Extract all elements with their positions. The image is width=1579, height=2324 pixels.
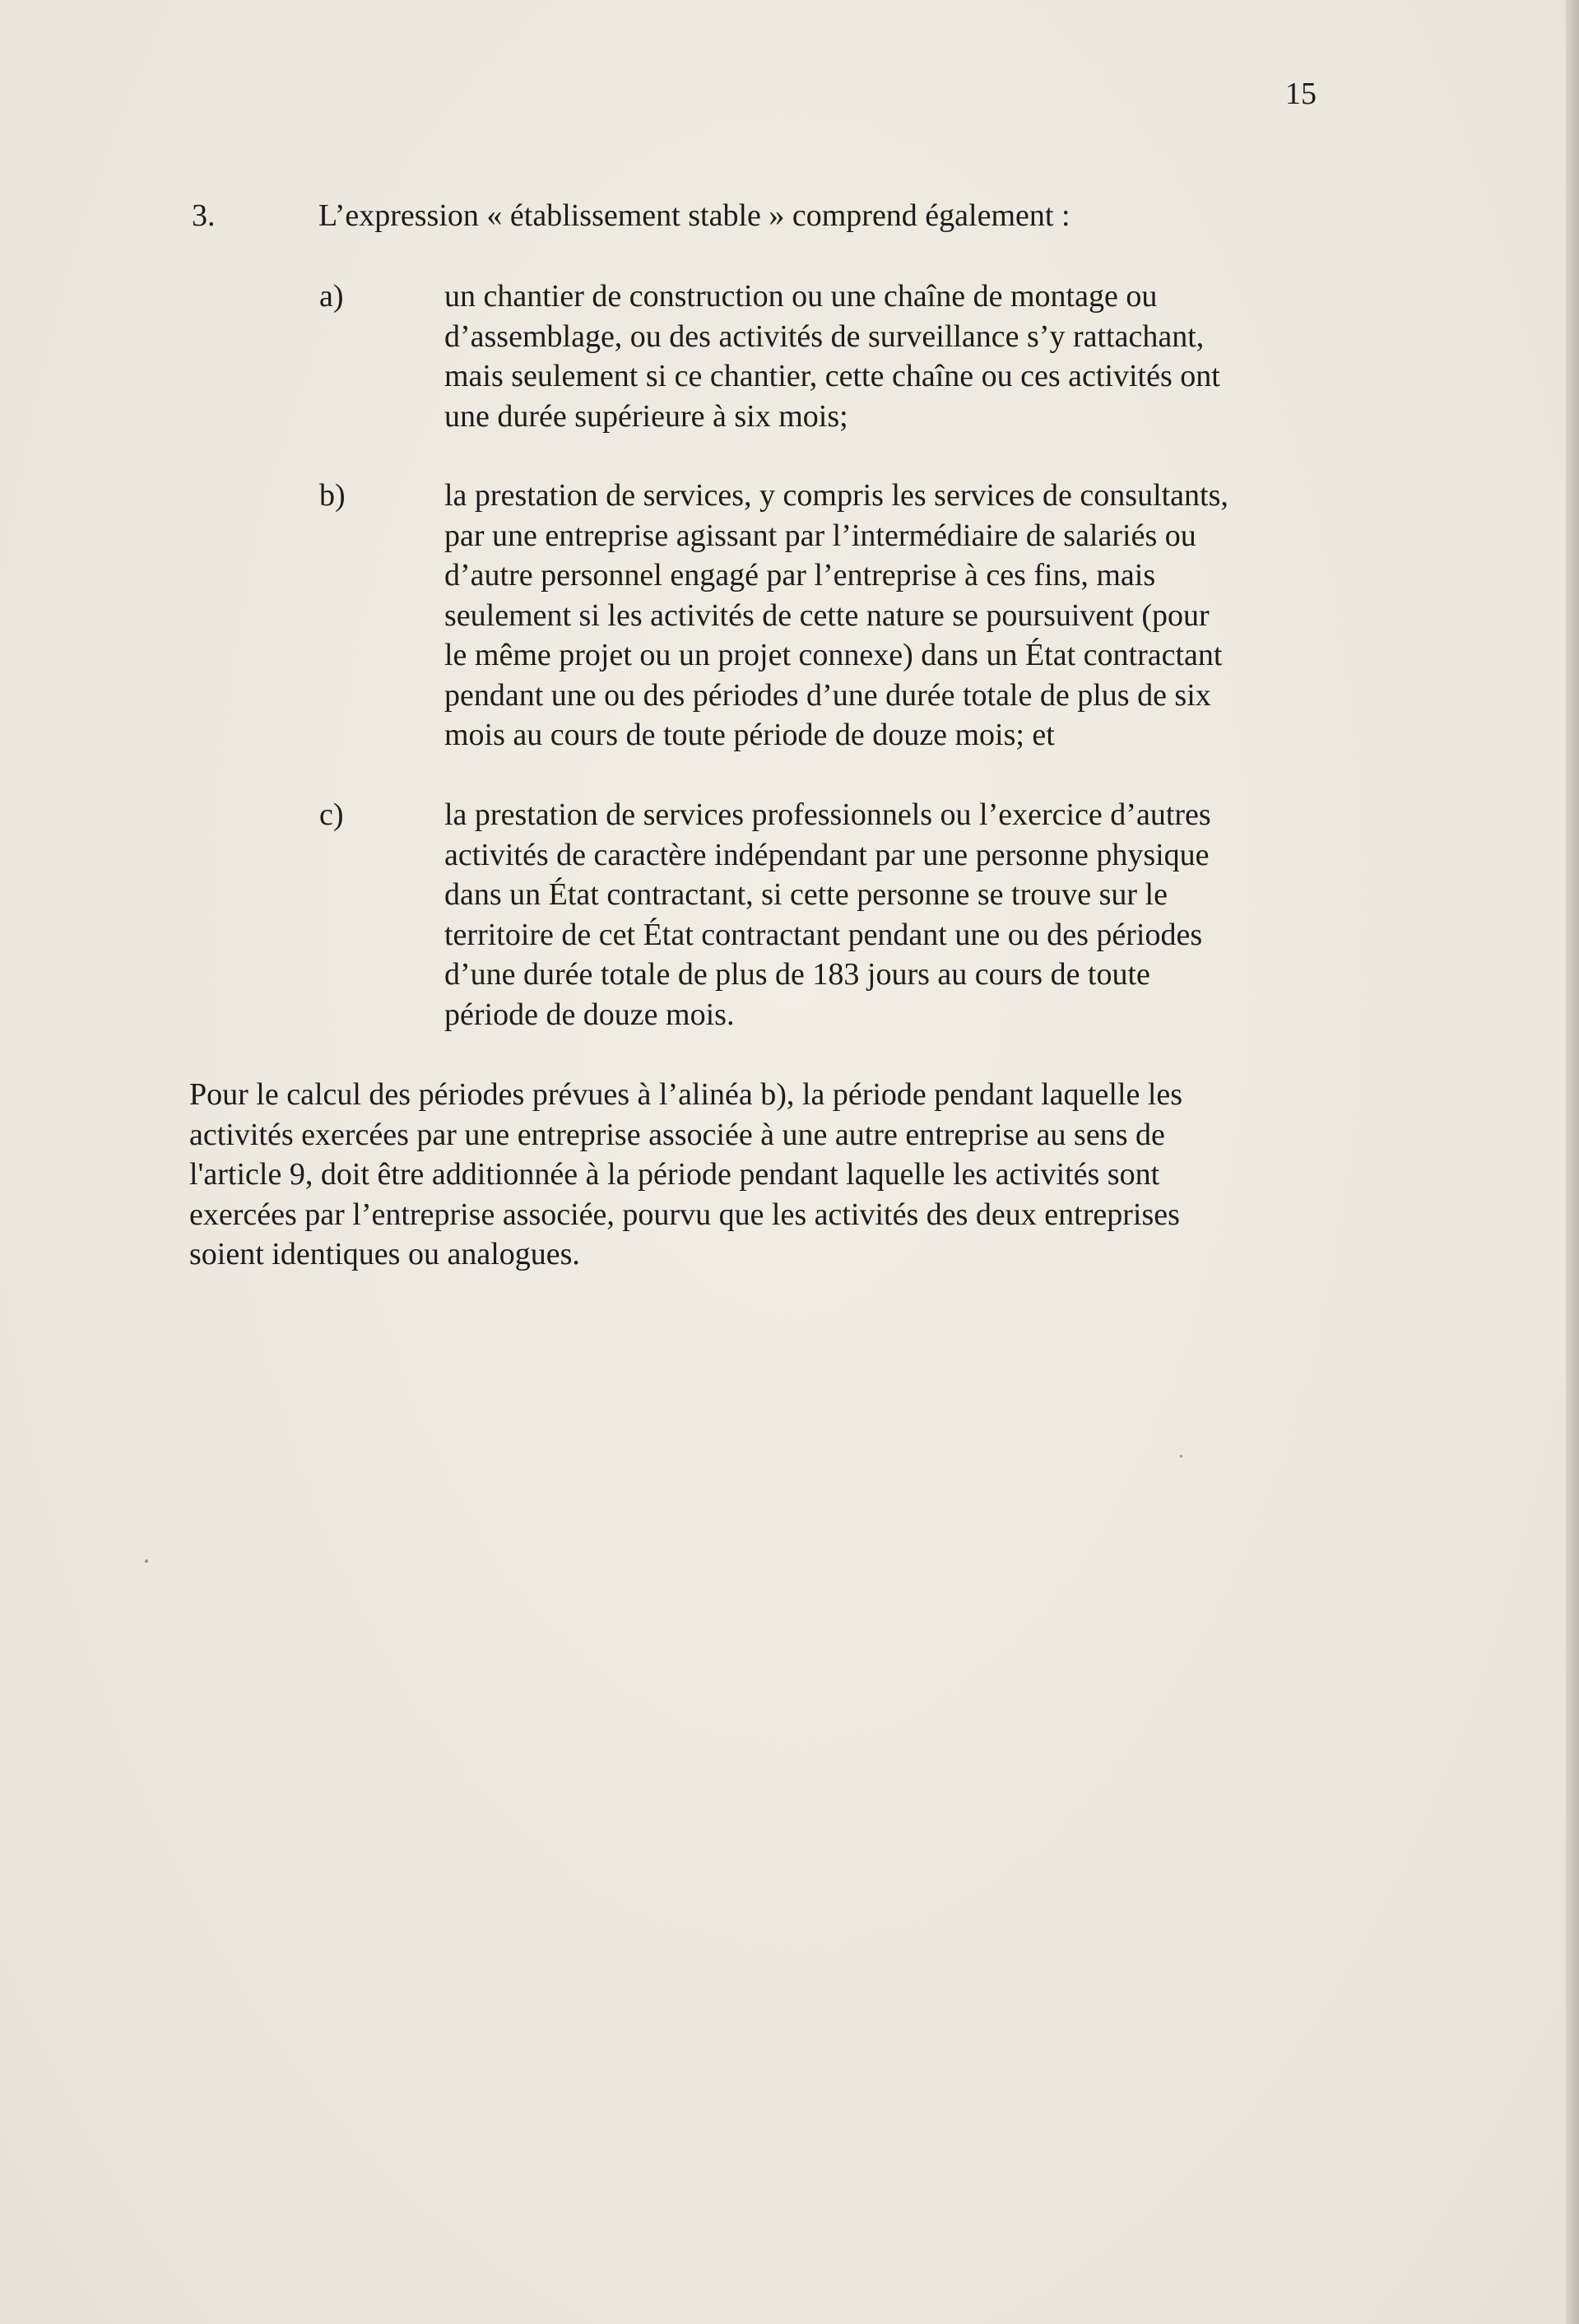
paper-speck [1180, 1455, 1182, 1457]
item-marker-b: b) [319, 478, 346, 513]
item-marker-a: a) [319, 279, 344, 314]
text-line: pendant une ou des périodes d’une durée totale de plus de six [444, 677, 1211, 713]
text-line: activités exercées par une entreprise associée à une autre entreprise au sens de [189, 1117, 1165, 1152]
text-line: d’assemblage, ou des activités de surveillance s’y rattachant, [444, 318, 1205, 354]
text-line: d’une durée totale de plus de 183 jours au cours de toute [444, 957, 1150, 992]
article-number: 3. [192, 198, 216, 233]
text-line: mois au cours de toute période de douze mois; et [444, 718, 1055, 752]
item-text-b [444, 476, 1228, 755]
page-number: 15 [1285, 77, 1317, 111]
text-line: période de douze mois. [444, 997, 735, 1032]
text-line: Pour le calcul des périodes prévues à l’alinéa b), la période pendant laquelle les [189, 1077, 1183, 1112]
closing-paragraph [189, 1075, 1182, 1275]
text-line: seulement si les activités de cette nature se poursuivent (pour [444, 597, 1210, 633]
article-heading: L’expression « établissement stable » comprend également : [318, 198, 1070, 233]
text-line: le même projet ou un projet connexe) dans un État contractant [444, 638, 1223, 672]
text-line: dans un État contractant, si cette personne se trouve sur le [444, 877, 1168, 912]
item-text-a [444, 277, 1220, 436]
text-line: la prestation de services, y compris les services de consultants, [444, 478, 1228, 513]
text-line: l'article 9, doit être additionnée à la période pendant laquelle les activités sont [189, 1157, 1160, 1192]
text-line: un chantier de construction ou une chaîne de montage ou [444, 279, 1158, 314]
text-line: une durée supérieure à six mois; [444, 398, 848, 434]
paper-speck [145, 1559, 148, 1563]
text-line: la prestation de services professionnels ou l’exercice d’autres [444, 797, 1211, 832]
text-line: activités de caractère indépendant par une personne physique [444, 837, 1210, 872]
item-text-c [444, 795, 1211, 1034]
text-line: par une entreprise agissant par l’intermédiaire de salariés ou [444, 518, 1196, 553]
text-line: exercées par l’entreprise associée, pourvu que les activités des deux entreprises [189, 1197, 1180, 1232]
text-line: territoire de cet État contractant pendant une ou des périodes [444, 917, 1203, 952]
text-line: mais seulement si ce chantier, cette chaîne ou ces activités ont [444, 359, 1220, 393]
text-line: d’autre personnel engagé par l’entreprise à ces fins, mais [444, 558, 1156, 593]
page-edge-shadow [1566, 0, 1579, 2324]
text-line: soient identiques ou analogues. [189, 1237, 580, 1271]
item-marker-c: c) [319, 797, 344, 832]
